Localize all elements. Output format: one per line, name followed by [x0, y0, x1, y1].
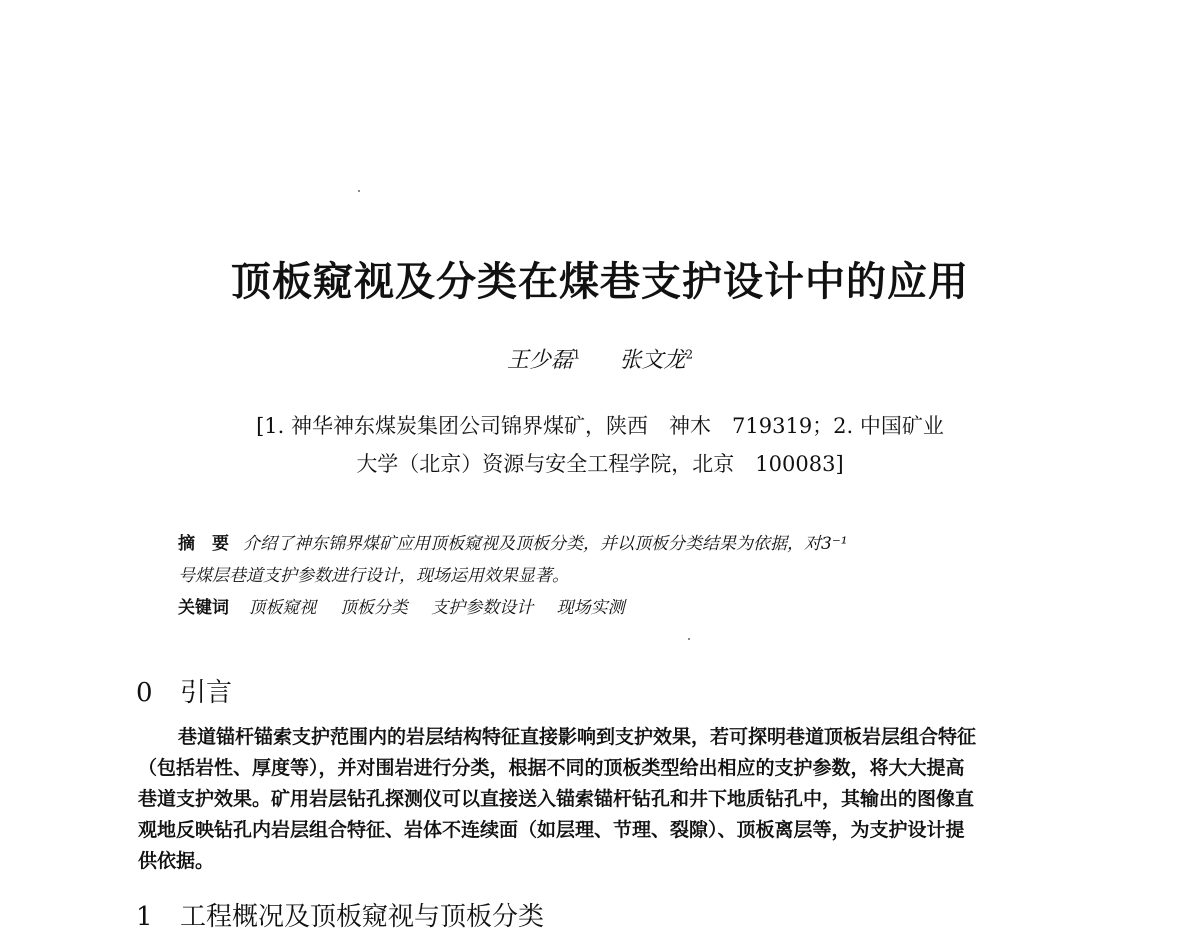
keyword: 顶板窥视: [248, 598, 317, 618]
abstract-text-line-1: 介绍了神东锦界煤矿应用顶板窥视及顶板分类，并以顶板分类结果为依据，对3⁻¹: [243, 534, 848, 554]
author-affiliation-mark: 1: [572, 347, 581, 362]
paragraph-line: 观地反映钻孔内岩层组合特征、岩体不连续面（如层理、节理、裂隙）、顶板离层等，为支护设计提: [138, 819, 965, 841]
author-name: 张文龙: [619, 348, 686, 373]
paragraph-line: 巷道锚杆锚索支护范围内的岩层结构特征直接影响到支护效果，若可探明巷道顶板岩层组合特征: [178, 726, 977, 748]
section-number: 0: [136, 678, 153, 708]
affiliation-line-2: 大学（北京）资源与安全工程学院，北京 100083]: [356, 452, 844, 476]
section-heading-introduction: [136, 672, 232, 709]
author-name: 王少磊: [506, 348, 573, 373]
keywords: [178, 594, 1038, 623]
scan-speck: [688, 638, 690, 640]
affiliation-line-1: [1. 神华神东煤炭集团公司锦界煤矿，陕西 神木 719319；2. 中国矿业: [256, 414, 944, 438]
keyword: 支护参数设计: [431, 598, 534, 618]
abstract: [178, 530, 1038, 559]
paragraph-line: 巷道支护效果。矿用岩层钻孔探测仪可以直接送入锚索锚杆钻孔和井下地质钻孔中，其输出的图像直: [138, 788, 975, 810]
keyword: 顶板分类: [339, 598, 408, 618]
abstract-continued: [178, 562, 1038, 591]
introduction-paragraph: [138, 722, 1064, 877]
paper-title: 顶板窥视及分类在煤巷支护设计中的应用: [231, 259, 969, 305]
author-list: [0, 343, 1200, 374]
keywords-label: 关键词: [178, 598, 229, 618]
paragraph-line: （包括岩性、厚度等），并对围岩进行分类，根据不同的顶板类型给出相应的支护参数，将大大提高: [138, 757, 965, 779]
author: [507, 348, 581, 373]
scan-speck: [358, 190, 360, 192]
author: [620, 348, 694, 373]
section-title: 工程概况及顶板窥视与顶板分类: [180, 902, 545, 932]
section-title: 引言: [180, 678, 233, 708]
paragraph-line: 供依据。: [138, 850, 215, 872]
section-number: 1: [136, 902, 153, 932]
abstract-label: 摘 要: [178, 534, 229, 554]
author-affiliation-mark: 2: [685, 347, 694, 362]
keyword: 现场实测: [556, 598, 625, 618]
section-heading-1: [136, 896, 544, 933]
abstract-text-line-2: 号煤层巷道支护参数进行设计，现场运用效果显著。: [178, 566, 569, 586]
